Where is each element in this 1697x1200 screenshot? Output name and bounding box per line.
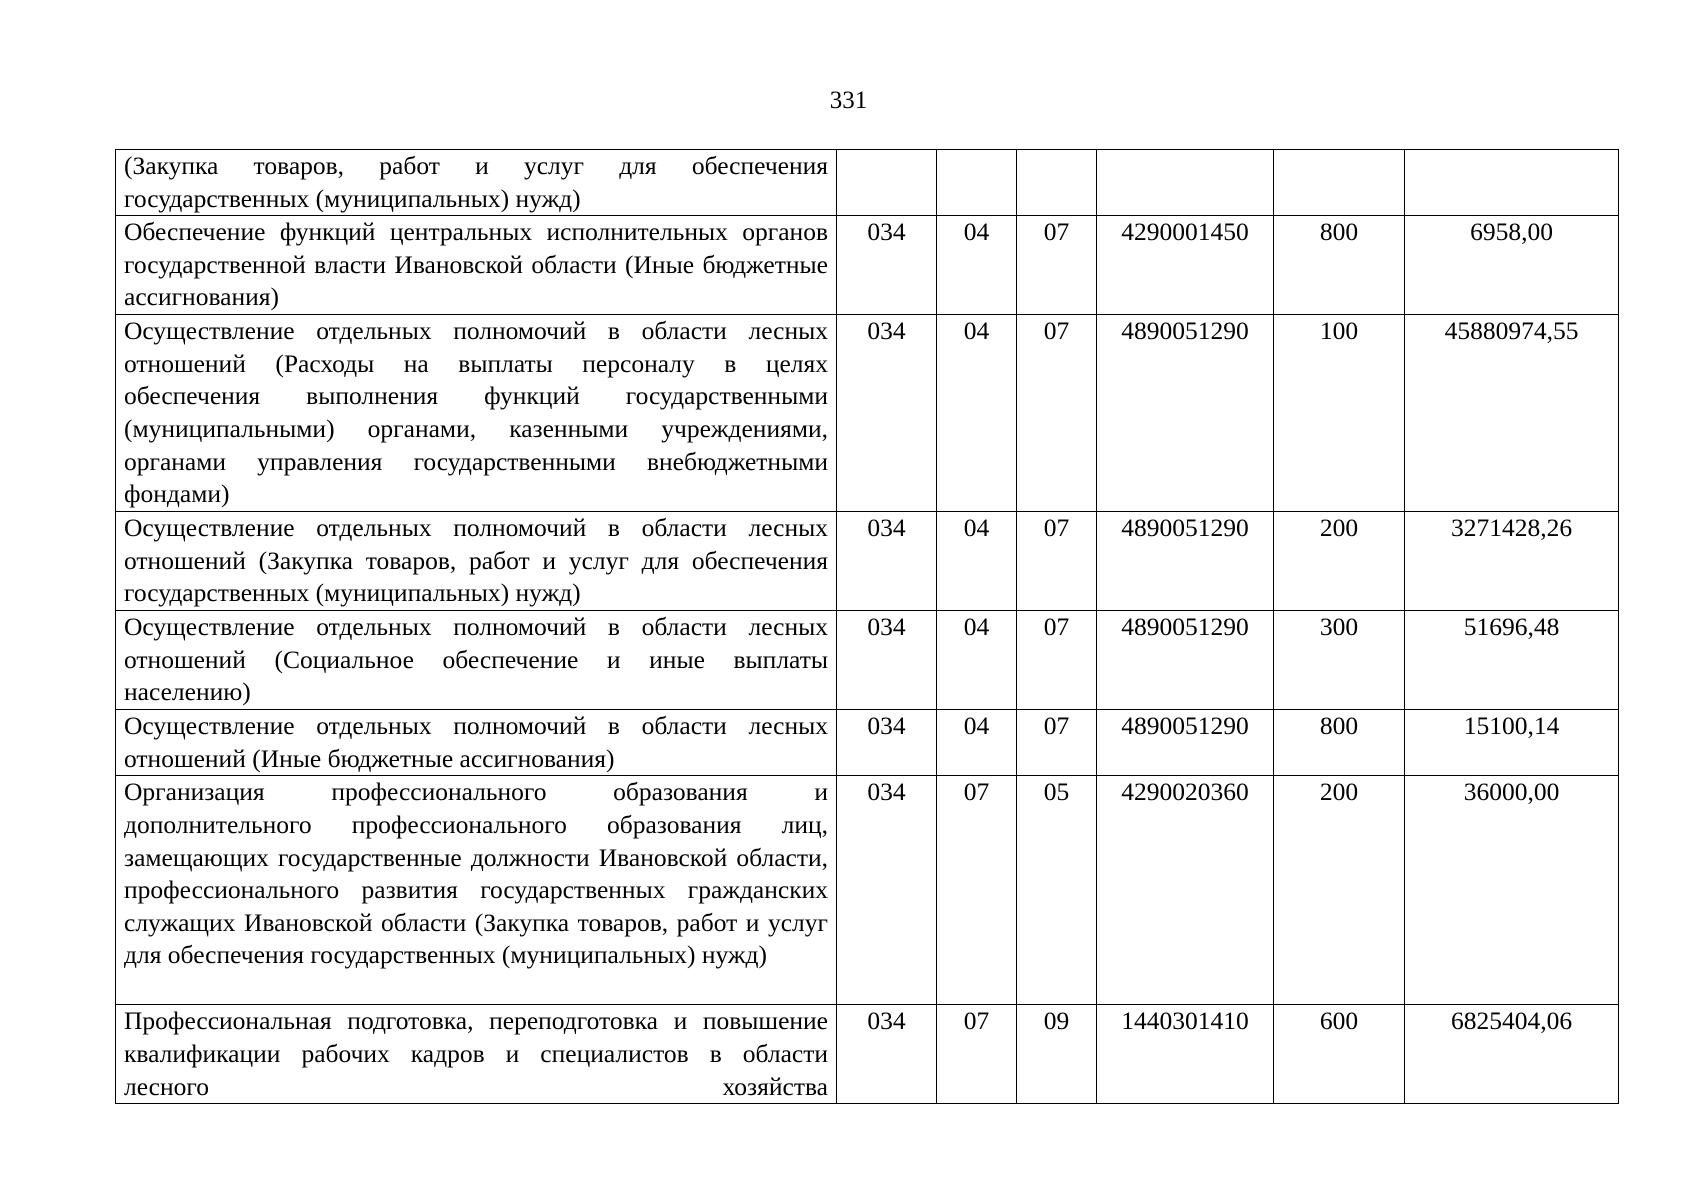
row-grbs-code: 034 <box>837 776 937 1005</box>
row-grbs-code: 034 <box>837 710 937 776</box>
row-target-code: 4890051290 <box>1097 611 1274 710</box>
table-row <box>116 150 1619 216</box>
row-description: Организация профессионального образования и дополнительного профессионального образования лиц, замещающих государственные должности Ивановской области, профессионального развития государственных гражданских служащих Ивановской области (Закупка товаров, работ и услуг для обеспечения государственных (муниципальных) нужд) <box>116 776 837 1005</box>
row-expense-type-code: 800 <box>1274 216 1405 315</box>
row-expense-type-code: 300 <box>1274 611 1405 710</box>
row-subsection-code: 07 <box>1017 216 1097 315</box>
row-amount: 51696,48 <box>1405 611 1619 710</box>
row-amount: 36000,00 <box>1405 776 1619 1005</box>
row-target-code: 4290001450 <box>1097 216 1274 315</box>
budget-table <box>115 149 1619 1104</box>
row-target-code <box>1097 150 1274 216</box>
row-target-code: 4890051290 <box>1097 512 1274 611</box>
table-row <box>116 315 1619 512</box>
row-grbs-code: 034 <box>837 512 937 611</box>
row-grbs-code: 034 <box>837 216 937 315</box>
row-target-code: 1440301410 <box>1097 1005 1274 1104</box>
row-amount <box>1405 150 1619 216</box>
table-row <box>116 611 1619 710</box>
row-target-code: 4290020360 <box>1097 776 1274 1005</box>
table-row <box>116 512 1619 611</box>
row-target-code: 4890051290 <box>1097 315 1274 512</box>
row-section-code: 07 <box>937 776 1017 1005</box>
table-row <box>116 1005 1619 1104</box>
row-section-code: 07 <box>937 1005 1017 1104</box>
row-amount: 6825404,06 <box>1405 1005 1619 1104</box>
row-subsection-code: 07 <box>1017 611 1097 710</box>
row-section-code: 04 <box>937 710 1017 776</box>
row-subsection-code: 09 <box>1017 1005 1097 1104</box>
row-subsection-code: 05 <box>1017 776 1097 1005</box>
page-number: 331 <box>829 87 868 114</box>
row-expense-type-code: 100 <box>1274 315 1405 512</box>
row-grbs-code: 034 <box>837 611 937 710</box>
row-subsection-code: 07 <box>1017 710 1097 776</box>
row-expense-type-code <box>1274 150 1405 216</box>
row-description: Осуществление отдельных полномочий в области лесных отношений (Расходы на выплаты персоналу в целях обеспечения выполнения функций государственными (муниципальными) органами, казенными учреждениями, органами управления государственными внебюджетными фондами) <box>116 315 837 512</box>
table-row <box>116 710 1619 776</box>
row-subsection-code: 07 <box>1017 512 1097 611</box>
row-amount: 15100,14 <box>1405 710 1619 776</box>
row-amount: 45880974,55 <box>1405 315 1619 512</box>
row-description: Обеспечение функций центральных исполнительных органов государственной власти Ивановской области (Иные бюджетные ассигнования) <box>116 216 837 315</box>
row-section-code: 04 <box>937 611 1017 710</box>
row-subsection-code: 07 <box>1017 315 1097 512</box>
row-section-code: 04 <box>937 512 1017 611</box>
row-grbs-code: 034 <box>837 315 937 512</box>
row-section-code: 04 <box>937 315 1017 512</box>
row-amount: 6958,00 <box>1405 216 1619 315</box>
row-expense-type-code: 200 <box>1274 512 1405 611</box>
row-description: (Закупка товаров, работ и услуг для обеспечения государственных (муниципальных) нужд) <box>116 150 837 216</box>
row-section-code <box>937 150 1017 216</box>
row-amount: 3271428,26 <box>1405 512 1619 611</box>
row-expense-type-code: 200 <box>1274 776 1405 1005</box>
row-expense-type-code: 600 <box>1274 1005 1405 1104</box>
row-subsection-code <box>1017 150 1097 216</box>
row-grbs-code: 034 <box>837 1005 937 1104</box>
row-grbs-code <box>837 150 937 216</box>
row-section-code: 04 <box>937 216 1017 315</box>
row-description: Осуществление отдельных полномочий в области лесных отношений (Закупка товаров, работ и услуг для обеспечения государственных (муниципальных) нужд) <box>116 512 837 611</box>
row-expense-type-code: 800 <box>1274 710 1405 776</box>
table-row <box>116 216 1619 315</box>
row-description: Профессиональная подготовка, переподготовка и повышение квалификации рабочих кадров и специалистов в области лесного хозяйства <box>116 1005 837 1104</box>
table-row <box>116 776 1619 1005</box>
row-target-code: 4890051290 <box>1097 710 1274 776</box>
row-description: Осуществление отдельных полномочий в области лесных отношений (Социальное обеспечение и иные выплаты населению) <box>116 611 837 710</box>
row-description: Осуществление отдельных полномочий в области лесных отношений (Иные бюджетные ассигнования) <box>116 710 837 776</box>
